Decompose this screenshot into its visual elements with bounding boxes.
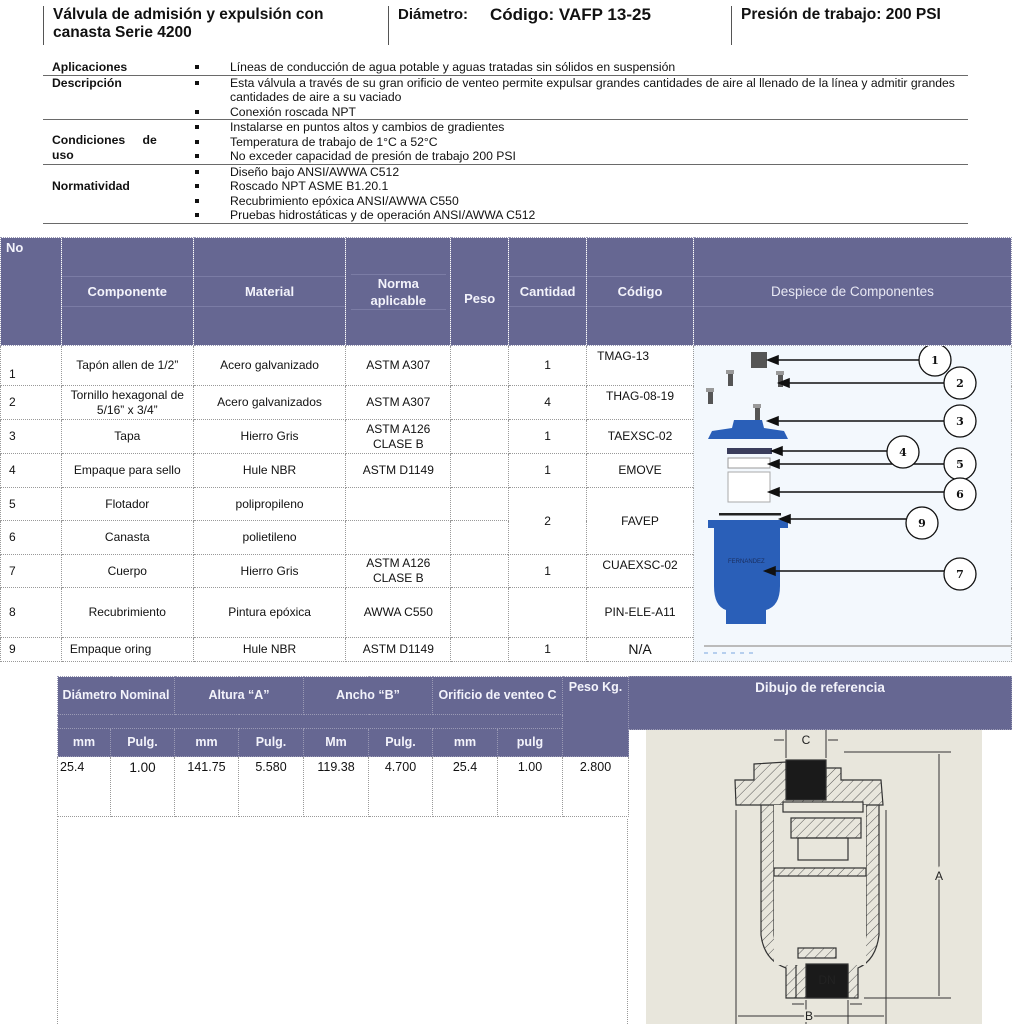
callout-label: 9 [918, 517, 926, 530]
callout-label: 1 [931, 354, 939, 367]
row-component: Empaque oring [61, 638, 193, 662]
row-qty [509, 588, 587, 638]
spec-item: Líneas de conducción de agua potable y aguas tratadas sin sólidos en suspensión [193, 60, 968, 75]
row-no: 5 [1, 488, 62, 521]
spec-item: Temperatura de trabajo de 1°C a 52°C [193, 135, 968, 150]
product-code: Código: VAFP 13-25 [490, 5, 651, 24]
unit-header: Pulg. [111, 729, 175, 757]
dim-value: 1.00 [498, 757, 563, 817]
row-qty: 2 [509, 488, 587, 555]
table-row [1, 346, 1012, 386]
spec-row-normatividad [43, 164, 968, 223]
dim-header-width: Ancho “B” [304, 677, 433, 715]
row-weight [451, 488, 509, 521]
vent-thread [786, 760, 826, 800]
row-norm: ASTM D1149 [346, 454, 451, 488]
row-no: 4 [1, 454, 62, 488]
row-norm: AWWA C550 [346, 588, 451, 638]
row-code: FAVEP [587, 488, 694, 555]
unit-header: mm [175, 729, 239, 757]
unit-header: pulg [498, 729, 563, 757]
callout-label: 6 [956, 488, 964, 501]
header-no: No [1, 238, 62, 346]
specifications-table [43, 60, 968, 224]
row-no: 8 [1, 588, 62, 638]
exploded-view-drawing [693, 346, 1011, 662]
row-norm: ASTM A307 [346, 346, 451, 386]
row-material: Pintura epóxica [193, 588, 346, 638]
row-qty: 1 [509, 638, 587, 662]
callout-label: 7 [956, 568, 964, 581]
row-no: 9 [1, 638, 62, 662]
row-component: Recubrimiento [61, 588, 193, 638]
dim-label-a: A [934, 869, 944, 883]
callout-label: 5 [956, 458, 964, 471]
spec-item: Conexión roscada NPT [193, 105, 968, 120]
dim-value: 4.700 [369, 757, 433, 817]
row-component: Canasta [61, 521, 193, 555]
header-material: Material [193, 238, 346, 346]
diameter-code-block [388, 6, 728, 45]
row-norm: ASTM D1149 [346, 638, 451, 662]
spec-row-descripcion [43, 75, 968, 120]
header-code: Código [587, 238, 694, 346]
row-qty: 1 [509, 420, 587, 454]
row-material: Hule NBR [193, 638, 346, 662]
row-no: 6 [1, 521, 62, 555]
spec-item: Roscado NPT ASME B1.20.1 [193, 179, 968, 194]
row-code: TAEXSC-02 [587, 420, 694, 454]
dim-value: 1.00 [111, 757, 175, 817]
unit-header: Pulg. [239, 729, 304, 757]
row-weight [451, 346, 509, 386]
unit-header: Pulg. [369, 729, 433, 757]
row-component: Tapa [61, 420, 193, 454]
row-material: Hule NBR [193, 454, 346, 488]
spec-item: Pruebas hidrostáticas y de operación ANSI/AWWA C512 [193, 208, 968, 223]
row-material: Acero galvanizado [193, 346, 346, 386]
diameter-label: Diámetro: [398, 6, 469, 23]
row-component: Empaque para sello [61, 454, 193, 488]
row-qty: 1 [509, 346, 587, 386]
dim-label-c: C [801, 733, 811, 747]
row-material: Acero galvanizados [193, 386, 346, 420]
row-code: TMAG-13 [587, 346, 694, 386]
row-no: 1 [1, 346, 62, 386]
exploded-view-svg [694, 346, 1011, 654]
row-component: Tapón allen de 1/2” [61, 346, 193, 386]
float-section [791, 818, 861, 838]
row-code: EMOVE [587, 454, 694, 488]
row-qty: 1 [509, 555, 587, 588]
row-material: Hierro Gris [193, 555, 346, 588]
reference-drawing-header: Dibujo de referencia [628, 676, 1012, 730]
header-component: Componente [61, 238, 193, 346]
row-weight [451, 638, 509, 662]
row-component: Cuerpo [61, 555, 193, 588]
dim-header-spacer [58, 715, 563, 729]
dim-value: 5.580 [239, 757, 304, 817]
row-weight [451, 386, 509, 420]
row-material: Hierro Gris [193, 420, 346, 454]
row-code: N/A [587, 638, 694, 662]
working-pressure: Presión de trabajo: 200 PSI [731, 6, 1001, 45]
callout-label: 3 [956, 415, 964, 428]
dim-header-height: Altura “A” [175, 677, 304, 715]
row-material: polipropileno [193, 488, 346, 521]
row-component: Tornillo hexagonal de 5/16” x 3/4” [61, 386, 193, 420]
spec-category: Descripción [43, 75, 193, 120]
dimensions-empty-area [57, 819, 628, 1024]
document-title: Válvula de admisión y expulsión con canasta Serie 4200 [43, 6, 373, 45]
dim-header-nominal: Diámetro Nominal [58, 677, 175, 715]
header-qty: Cantidad [509, 238, 587, 346]
header-exploded-view: Despiece de Componentes [693, 238, 1011, 346]
dim-value: 141.75 [175, 757, 239, 817]
dim-header-weight: Peso Kg. [563, 677, 629, 757]
spec-category: Normatividad [43, 164, 193, 223]
spec-item: No exceder capacidad de presión de trabajo 200 PSI [193, 149, 968, 164]
row-norm: ASTM A126 CLASE B [346, 420, 451, 454]
components-table [0, 237, 1012, 662]
plug-part [751, 352, 767, 368]
dim-value: 25.4 [433, 757, 498, 817]
dimensions-table [57, 676, 629, 817]
row-material: polietileno [193, 521, 346, 555]
row-weight [451, 420, 509, 454]
row-weight [451, 555, 509, 588]
unit-header: Mm [304, 729, 369, 757]
row-code: THAG-08-19 [587, 386, 694, 420]
callout-label: 4 [899, 446, 907, 459]
dim-header-vent: Orificio de venteo C [433, 677, 563, 715]
row-norm: ASTM A126 CLASE B [346, 555, 451, 588]
row-weight [451, 588, 509, 638]
row-weight [451, 521, 509, 555]
callout-label: 2 [956, 377, 964, 390]
row-no: 2 [1, 386, 62, 420]
body-brand: FERNANDEZ [727, 559, 765, 565]
dim-value: 2.800 [563, 757, 629, 817]
row-norm [346, 488, 451, 521]
header-weight: Peso [451, 238, 509, 346]
section-drawing-svg [646, 730, 982, 1024]
row-norm: ASTM A307 [346, 386, 451, 420]
row-weight [451, 454, 509, 488]
dimensions-row [58, 757, 629, 817]
row-qty: 4 [509, 386, 587, 420]
header-norm: Norma aplicable [346, 238, 451, 346]
row-code: CUAEXSC-02 [587, 555, 694, 588]
spec-category: Condiciones de uso [43, 120, 193, 165]
spec-item: Esta válvula a través de su gran orificio de venteo permite expulsar grandes cantidades de aire al llenado de la línea y admitir grandes cantidades de aire a su vaciado [193, 76, 968, 105]
spec-row-aplicaciones [43, 60, 968, 75]
row-no: 3 [1, 420, 62, 454]
float-part [728, 458, 770, 468]
unit-header: mm [433, 729, 498, 757]
unit-header: mm [58, 729, 111, 757]
row-code: PIN-ELE-A11 [587, 588, 694, 638]
spec-category: Aplicaciones [43, 60, 193, 75]
dim-value: 119.38 [304, 757, 369, 817]
dim-label-b: B [804, 1009, 814, 1023]
spec-row-condiciones [43, 120, 968, 165]
row-norm [346, 521, 451, 555]
oring-part [719, 513, 781, 516]
spec-item: Diseño bajo ANSI/AWWA C512 [193, 165, 968, 180]
row-component: Flotador [61, 488, 193, 521]
spec-item: Recubrimiento epóxica ANSI/AWWA C550 [193, 194, 968, 209]
spec-item: Instalarse en puntos altos y cambios de gradientes [193, 120, 968, 135]
dim-value: 25.4 [58, 757, 111, 817]
basket-part [728, 472, 770, 502]
dim-label-dn: DN [818, 973, 836, 987]
row-qty: 1 [509, 454, 587, 488]
row-no: 7 [1, 555, 62, 588]
reference-drawing [646, 730, 982, 1024]
gasket-part [727, 448, 772, 454]
